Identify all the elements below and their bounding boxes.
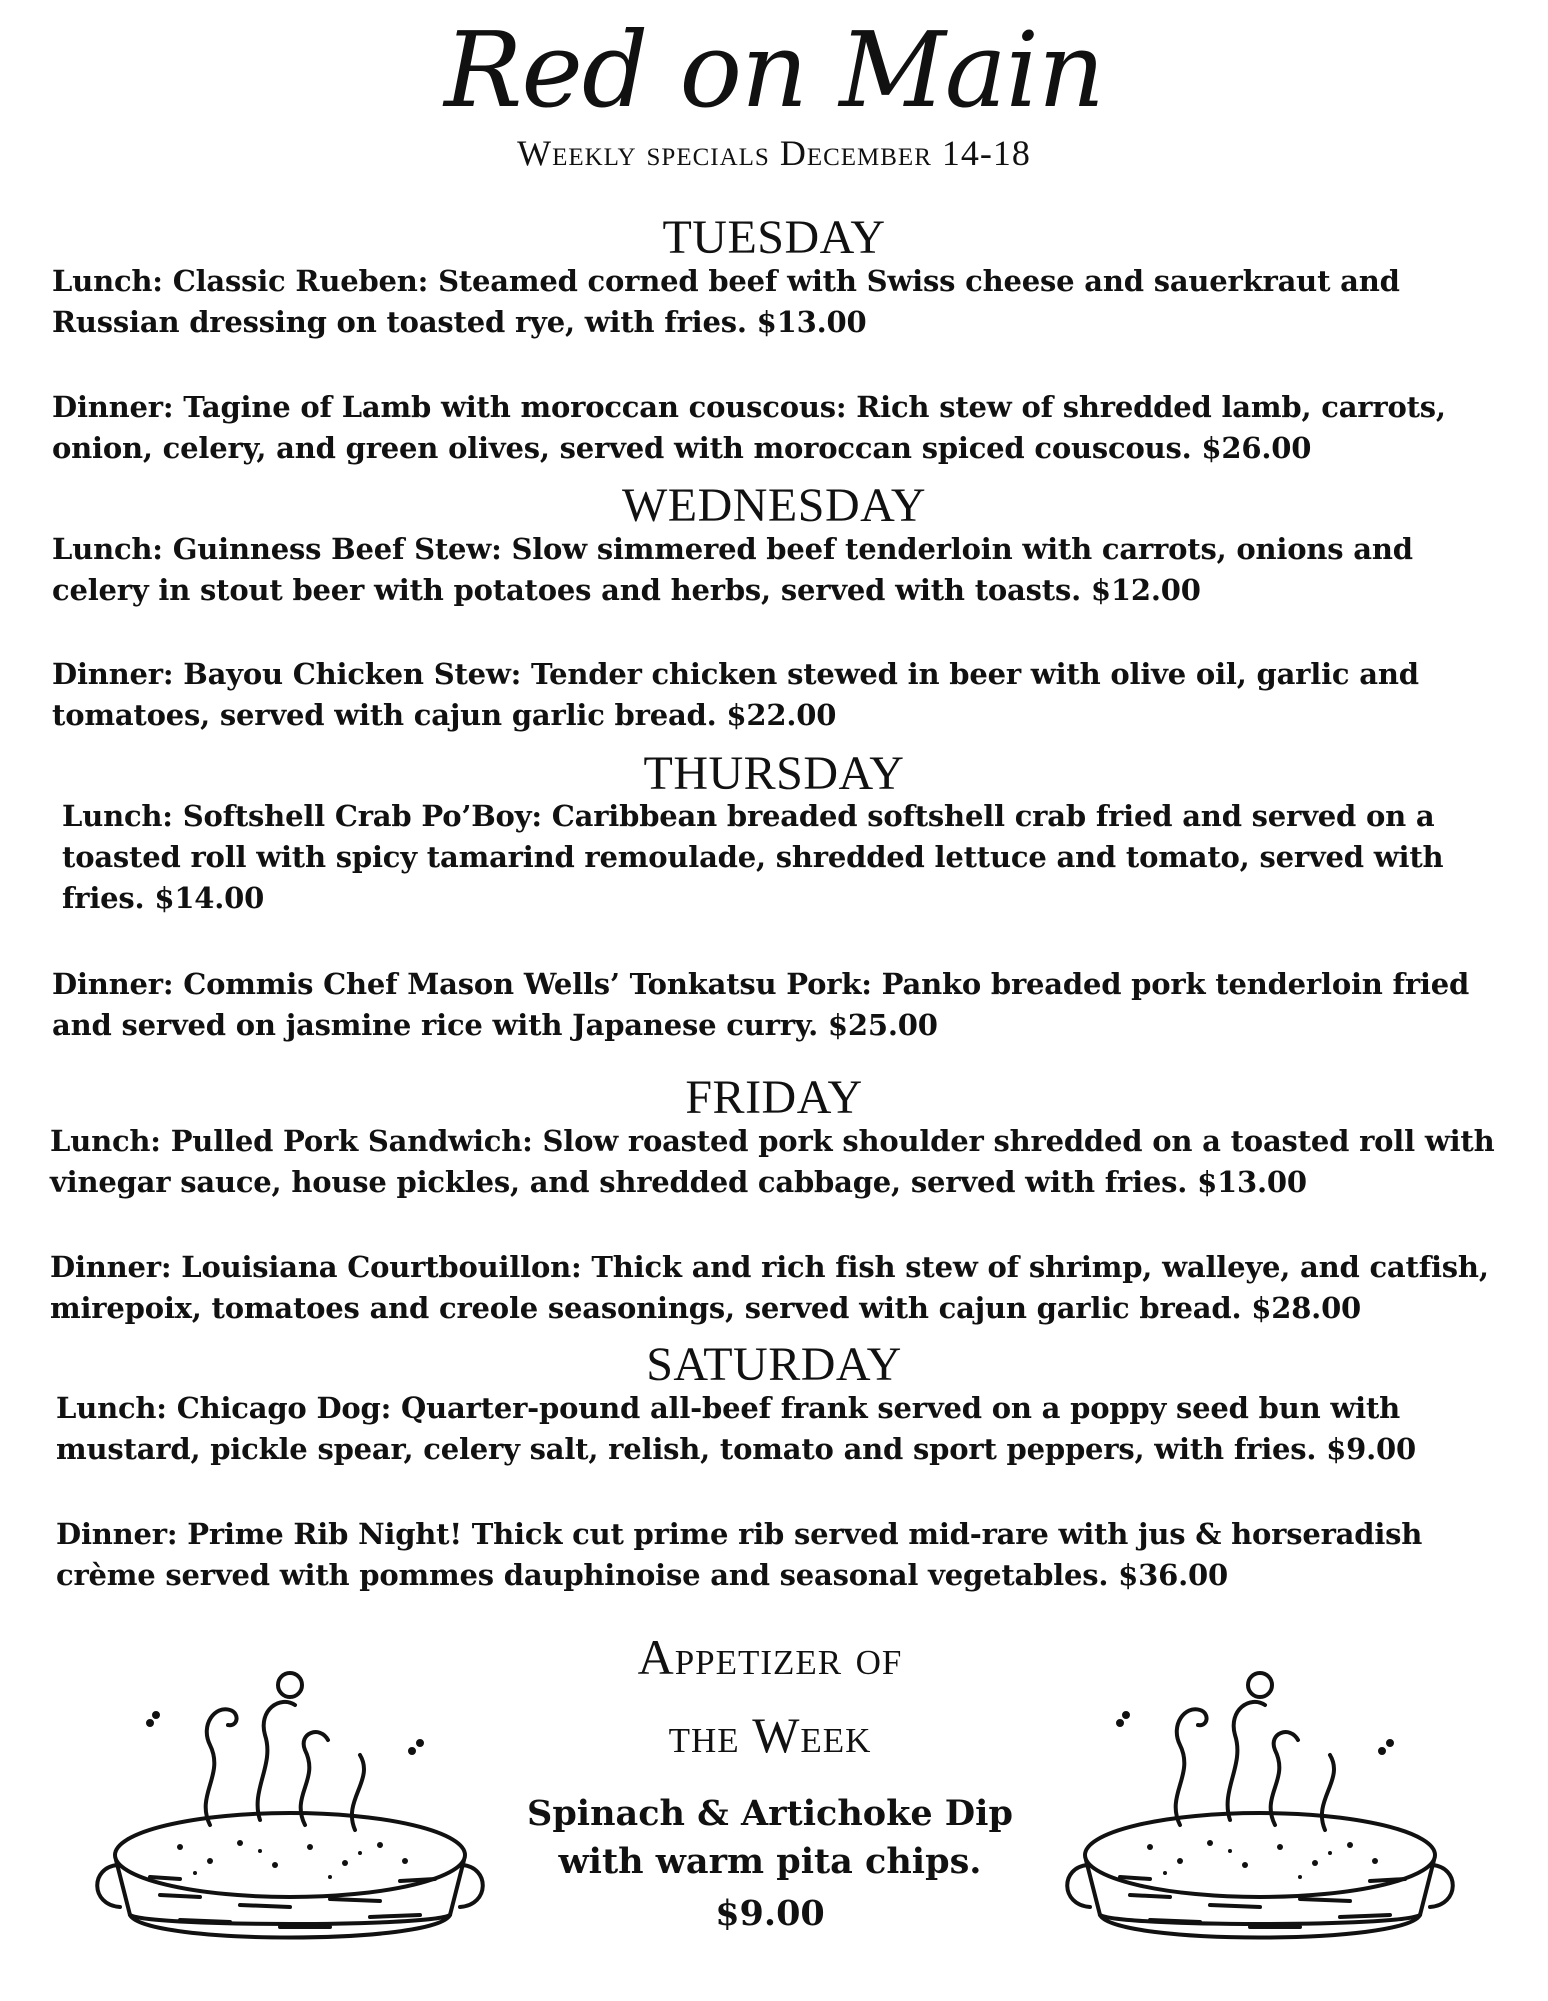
- thursday-lunch: Lunch: Softshell Crab Po’Boy: Caribbean breaded softshell crab fried and served on a toasted roll with spicy tamarind remoulade, shredded lettuce and tomato, served with fries. $14.00: [62, 799, 1444, 915]
- restaurant-title: Red on Main: [444, 9, 1104, 131]
- tuesday-dinner: Dinner: Tagine of Lamb with moroccan couscous: Rich stew of shredded lamb, carrots, onion, celery, and green olives, served with moroccan spiced couscous. $26.00: [52, 390, 1446, 465]
- appetizer-dish-line1: Spinach & Artichoke Dip: [527, 1793, 1013, 1834]
- appetizer-dish-line2: with warm pita chips.: [558, 1841, 982, 1882]
- tuesday-lunch: Lunch: Classic Rueben: Steamed corned beef with Swiss cheese and sauerkraut and Russian dressing on toasted rye, with fries. $13.00: [52, 264, 1400, 339]
- steaming-pot-icon: [90, 1615, 490, 1955]
- friday-lunch: Lunch: Pulled Pork Sandwich: Slow roasted pork shoulder shredded on a toasted roll with vinegar sauce, house pickles, and shredded cabbage, served with fries. $13.00: [50, 1124, 1495, 1199]
- day-heading-friday: FRIDAY: [685, 1071, 863, 1124]
- appetizer-heading-line2: the Week: [668, 1707, 872, 1763]
- specials-subtitle: Weekly specials December 14-18: [517, 133, 1031, 173]
- day-heading-wednesday: WEDNESDAY: [621, 479, 927, 532]
- wednesday-lunch: Lunch: Guinness Beef Stew: Slow simmered beef tenderloin with carrots, onions and celery in stout beer with potatoes and herbs, served with toasts. $12.00: [52, 532, 1413, 607]
- steaming-pot-icon: [1060, 1615, 1460, 1955]
- appetizer-heading-line1: Appetizer of: [637, 1629, 903, 1685]
- saturday-dinner: Dinner: Prime Rib Night! Thick cut prime rib served mid-rare with jus & horseradish crème served with pommes dauphinoise and seasonal vegetables. $36.00: [56, 1517, 1423, 1592]
- day-heading-saturday: SATURDAY: [646, 1338, 902, 1391]
- day-heading-tuesday: TUESDAY: [662, 211, 886, 264]
- saturday-lunch: Lunch: Chicago Dog: Quarter-pound all-beef frank served on a poppy seed bun with mustard, pickle spear, celery salt, relish, tomato and sport peppers, with fries. $9.00: [56, 1391, 1416, 1466]
- thursday-dinner: Dinner: Commis Chef Mason Wells’ Tonkatsu Pork: Panko breaded pork tenderloin fried and served on jasmine rice with Japanese curry. $25.00: [52, 967, 1470, 1042]
- appetizer-price: $9.00: [715, 1893, 825, 1934]
- wednesday-dinner: Dinner: Bayou Chicken Stew: Tender chicken stewed in beer with olive oil, garlic and tomatoes, served with cajun garlic bread. $22.00: [52, 657, 1419, 732]
- friday-dinner: Dinner: Louisiana Courtbouillon: Thick and rich fish stew of shrimp, walleye, and catfish, mirepoix, tomatoes and creole seasonings, served with cajun garlic bread. $28.00: [50, 1250, 1489, 1325]
- day-heading-thursday: THURSDAY: [643, 747, 905, 800]
